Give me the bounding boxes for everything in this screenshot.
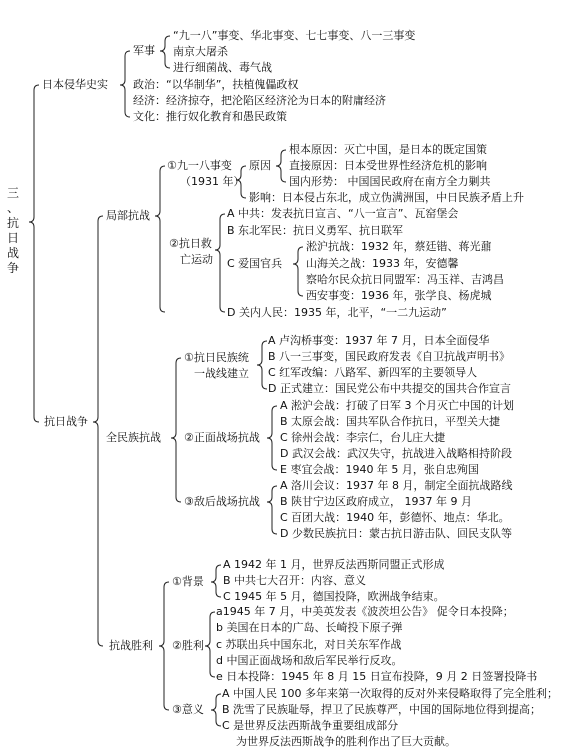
cause-item: 根本原因：灭亡中国，是日本的既定国策	[289, 143, 487, 156]
front-battle-item: D 武汉会战：武汉失守，抗战进入战略相持阶段	[280, 447, 512, 460]
military-item: 进行细菌战、毒气战	[173, 61, 272, 74]
patriot-item: 察哈尔民众抗日同盟军：冯玉祥、吉鸿昌	[306, 273, 504, 286]
patriot-item: 淞沪抗战：1932 年，蔡廷锴、蒋光鼐	[306, 240, 492, 253]
significance-label: ③意义	[172, 703, 204, 716]
background-item: C 1945 年 5 月，德国投降，欧洲战争结束。	[223, 590, 445, 603]
rear-battle-item: C 百团大战：1940 年，彭德怀、地点：华北。	[280, 511, 510, 524]
root-char: 抗	[6, 216, 19, 230]
movement-item-a: A 中共：发表抗日宣言、“八一宣言”、瓦窑堡会	[227, 207, 459, 220]
front-battle-item: B 太原会战：国共军队合作抗日，平型关大捷	[280, 415, 501, 428]
patriot-item: 西安事变：1936 年，张学良、杨虎城	[306, 289, 492, 302]
salvation-movement-label: ②抗日救	[169, 237, 212, 250]
significance-item: A 中国人民 100 多年来第一次取得的反对外来侵略取得了完全胜利；	[222, 687, 559, 700]
cause-item: 国内形势： 中国国民政府在南方全力剿共	[289, 175, 491, 188]
culture-node: 文化：推行奴化教育和愚民政策	[133, 110, 287, 123]
war-title: 抗日战争	[44, 415, 88, 428]
background-item: A 1942 年 1 月，世界反法西斯同盟正式形成	[223, 558, 445, 571]
front-battle-label: ②正面战场抗战	[184, 431, 260, 444]
cause-item: 直接原因：日本受世界性经济危机的影响	[289, 159, 487, 172]
bracket-line	[205, 612, 215, 677]
bracket-line	[276, 150, 286, 182]
united-front-item: D 正式建立：国民党公布中共提交的国共合作宣言	[268, 382, 511, 395]
root-char: 争	[6, 261, 19, 275]
bracket-line	[257, 341, 267, 389]
bracket-line	[267, 406, 277, 470]
background-item: B 中共七大召开：内容、意义	[223, 574, 367, 587]
victory-detail-label: ②胜利	[172, 639, 204, 652]
mukden-event-label: ①九一八事变	[167, 159, 232, 172]
bracket-line	[120, 51, 130, 117]
bracket-line	[29, 85, 39, 422]
military-item: 南京大屠杀	[173, 45, 228, 58]
bracket-line	[267, 486, 277, 534]
bracket-line	[159, 582, 169, 710]
victory-detail-item: c 苏联出兵中国东北，对日关东军作战	[216, 638, 402, 651]
root-title	[6, 186, 20, 276]
rear-battle-label: ③敌后战场抗战	[184, 495, 260, 508]
united-front-item: B 八一三事变，国民政府发表《自卫抗战声明书》	[268, 350, 511, 363]
full-resistance-title: 全民族抗战	[106, 431, 161, 444]
united-front-item: C 红军改编：八路军、新四军的主要领导人	[268, 366, 478, 379]
significance-continuation: 为世界反法西斯战争的胜利作出了巨大贡献。	[236, 735, 456, 748]
united-front-item: A 卢沟桥事变：1937 年 7 月，日本全面侵华	[268, 334, 490, 347]
background-label: ①背景	[172, 575, 204, 588]
local-resistance-title: 局部抗战	[106, 209, 150, 222]
bracket-line	[211, 694, 221, 726]
victory-detail-item: a1945 年 7 月，中美英发表《波茨坦公告》 促令日本投降；	[216, 605, 514, 618]
significance-item: B 洗雪了民族耻辱，捍卫了民族尊严，中国的国际地位得到提高；	[222, 703, 542, 716]
mukden-event-year: （1931 年）	[180, 175, 245, 188]
victory-detail-item: d 中国正面战场和敌后军民举行反攻。	[216, 654, 403, 667]
united-front-label: ①抗日民族统	[184, 351, 249, 364]
movement-item-d: D 关内人民：1935 年，北平，“一二九运动”	[227, 306, 447, 319]
front-battle-item: C 徐州会战：李宗仁，台儿庄大捷	[280, 431, 446, 444]
root-char: 战	[6, 246, 19, 260]
united-front-label-2: 一战线建立	[194, 367, 249, 380]
patriot-item: 山海关之战：1933 年，安德馨	[306, 257, 459, 270]
bracket-line	[155, 166, 165, 312]
bracket-line	[215, 214, 225, 312]
rear-battle-item: D 少数民族抗日：蒙古抗日游击队、回民支队等	[280, 527, 512, 540]
movement-item-b: B 东北军民：抗日义勇军、抗日联军	[227, 224, 404, 237]
cause-label: 原因	[249, 159, 271, 172]
front-battle-item: A 淞沪会战：打破了日军 3 个月灭亡中国的计划	[280, 399, 515, 412]
root-char: 三	[6, 186, 19, 200]
invasion-title: 日本侵华史实	[42, 78, 108, 91]
root-char: 日	[6, 231, 19, 245]
military-label: 军事	[133, 44, 155, 57]
economy-node: 经济：经济掠夺，把沦陷区经济沦为日本的附庸经济	[133, 94, 386, 107]
impact-node: 影响：日本侵占东北，成立伪满洲国，中日民族矛盾上升	[249, 191, 524, 204]
salvation-movement-label-2: 亡运动	[180, 253, 213, 266]
politics-node: 政治：“以华制华”，扶植傀儡政权	[133, 78, 299, 91]
rear-battle-item: A 洛川会议：1937 年 8 月，制定全面抗战路线	[280, 479, 513, 492]
front-battle-item: E 枣宜会战：1940 年 5 月，张自忠殉国	[280, 463, 479, 476]
victory-detail-item: e 日本投降：1945 年 8 月 15 日宣布投降，9 月 2 日签署投降书	[216, 670, 538, 683]
bracket-line	[160, 36, 170, 68]
victory-title: 抗战胜利	[109, 639, 153, 652]
victory-detail-item: b 美国在日本的广岛、长崎投下原子弹	[216, 621, 403, 634]
bracket-line	[171, 358, 181, 502]
bracket-line	[293, 247, 303, 296]
rear-battle-item: B 陕甘宁边区政府成立， 1937 年 9 月	[280, 495, 473, 508]
bracket-line	[93, 216, 103, 646]
significance-item: C 是世界反法西斯战争重要组成部分	[222, 719, 399, 732]
military-item: “九一八”事变、华北事变、七七事变、八一三事变	[173, 29, 416, 42]
movement-item-c: C 爱国官兵	[227, 257, 283, 270]
root-char: 、	[6, 201, 19, 215]
bracket-line	[211, 565, 221, 597]
